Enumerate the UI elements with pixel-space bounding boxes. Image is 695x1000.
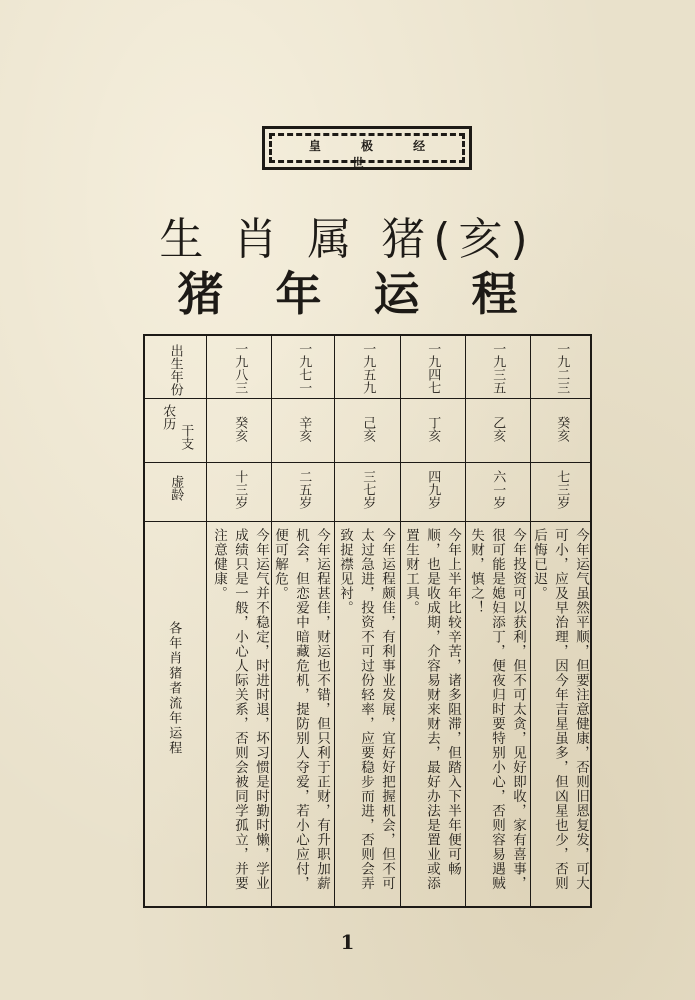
cell-age: 三七岁	[360, 470, 376, 509]
cell-age: 二五岁	[296, 470, 312, 509]
cell-ganzhi: 己亥	[360, 416, 376, 442]
page-number: 1	[340, 930, 355, 954]
label-lunar-calendar: 农历	[160, 404, 176, 430]
cell-age: 七三岁	[554, 470, 570, 509]
cell-year: 一九五九	[360, 342, 376, 394]
label-fortune: 各年肖猪者流年运程	[166, 621, 182, 756]
col-divider	[271, 336, 272, 906]
fortune-table	[143, 334, 592, 908]
cell-fortune: 今年运程颇佳，有利事业发展，宜好好把握机会，但不可太过急进，投资不可过份轻率，应要稳步而进，否则会弄致捉襟见衬。	[337, 528, 395, 891]
cell-year: 一九三五	[490, 342, 506, 394]
cell-year: 一九八三	[232, 342, 248, 394]
col-divider	[465, 336, 466, 906]
label-ganzhi: 干支	[178, 424, 194, 450]
cell-ganzhi: 乙亥	[490, 416, 506, 442]
cell-ganzhi: 癸亥	[554, 416, 570, 442]
cell-year: 一九四七	[425, 342, 441, 394]
cell-ganzhi: 癸亥	[232, 416, 248, 442]
row-divider	[145, 398, 590, 399]
stamp-text: 皇 极 经 世	[308, 139, 444, 170]
label-age: 虚龄	[168, 475, 184, 501]
cell-fortune: 今年运气并不稳定，时进时退，坏习惯是时勤时懒，学业成绩只是一般，小心人际关系，否则会被同学孤立，并要注意健康。	[211, 528, 269, 891]
cell-age: 十三岁	[232, 470, 248, 509]
col-divider	[334, 336, 335, 906]
cell-year: 一九二三	[554, 342, 570, 394]
row-divider	[145, 462, 590, 463]
cell-ganzhi: 丁亥	[425, 416, 441, 442]
cell-fortune: 今年投资可以获利，但不可太贪，见好即收，家有喜事，很可能是媳妇添丁，便夜归时要特别小心，否则容易遇贼失财，慎之！	[468, 528, 526, 891]
cell-ganzhi: 辛亥	[296, 416, 312, 442]
row-divider	[145, 521, 590, 522]
col-divider	[400, 336, 401, 906]
col-divider	[206, 336, 207, 906]
cell-fortune: 今年运程甚佳，财运也不错，但只利于正财，有升职加薪机会，但恋爱中暗藏危机，提防别人夺爱，若小心应付，便可解危。	[272, 528, 330, 891]
page-subtitle: 猪 年 运 程	[177, 267, 536, 321]
cell-year: 一九七一	[296, 342, 312, 394]
cell-fortune: 今年上半年比较辛苦，诸多阻滞，但踏入下半年便可畅顺，也是收成期，介容易财来财去，最好办法是置业或添置生财工具。	[403, 528, 461, 891]
cell-fortune: 今年运气虽然平顺，但要注意健康，否则旧恩复发，可大可小，应及早治理，因今年吉星虽多，但凶星也少，否则后悔已迟。	[531, 528, 589, 891]
cell-age: 四九岁	[425, 470, 441, 509]
col-divider	[530, 336, 531, 906]
series-stamp	[262, 126, 472, 170]
page-title: 生 肖 属 猪(亥)	[159, 214, 536, 265]
cell-age: 六一岁	[490, 470, 506, 509]
label-birth-year: 出生年份	[167, 344, 183, 396]
